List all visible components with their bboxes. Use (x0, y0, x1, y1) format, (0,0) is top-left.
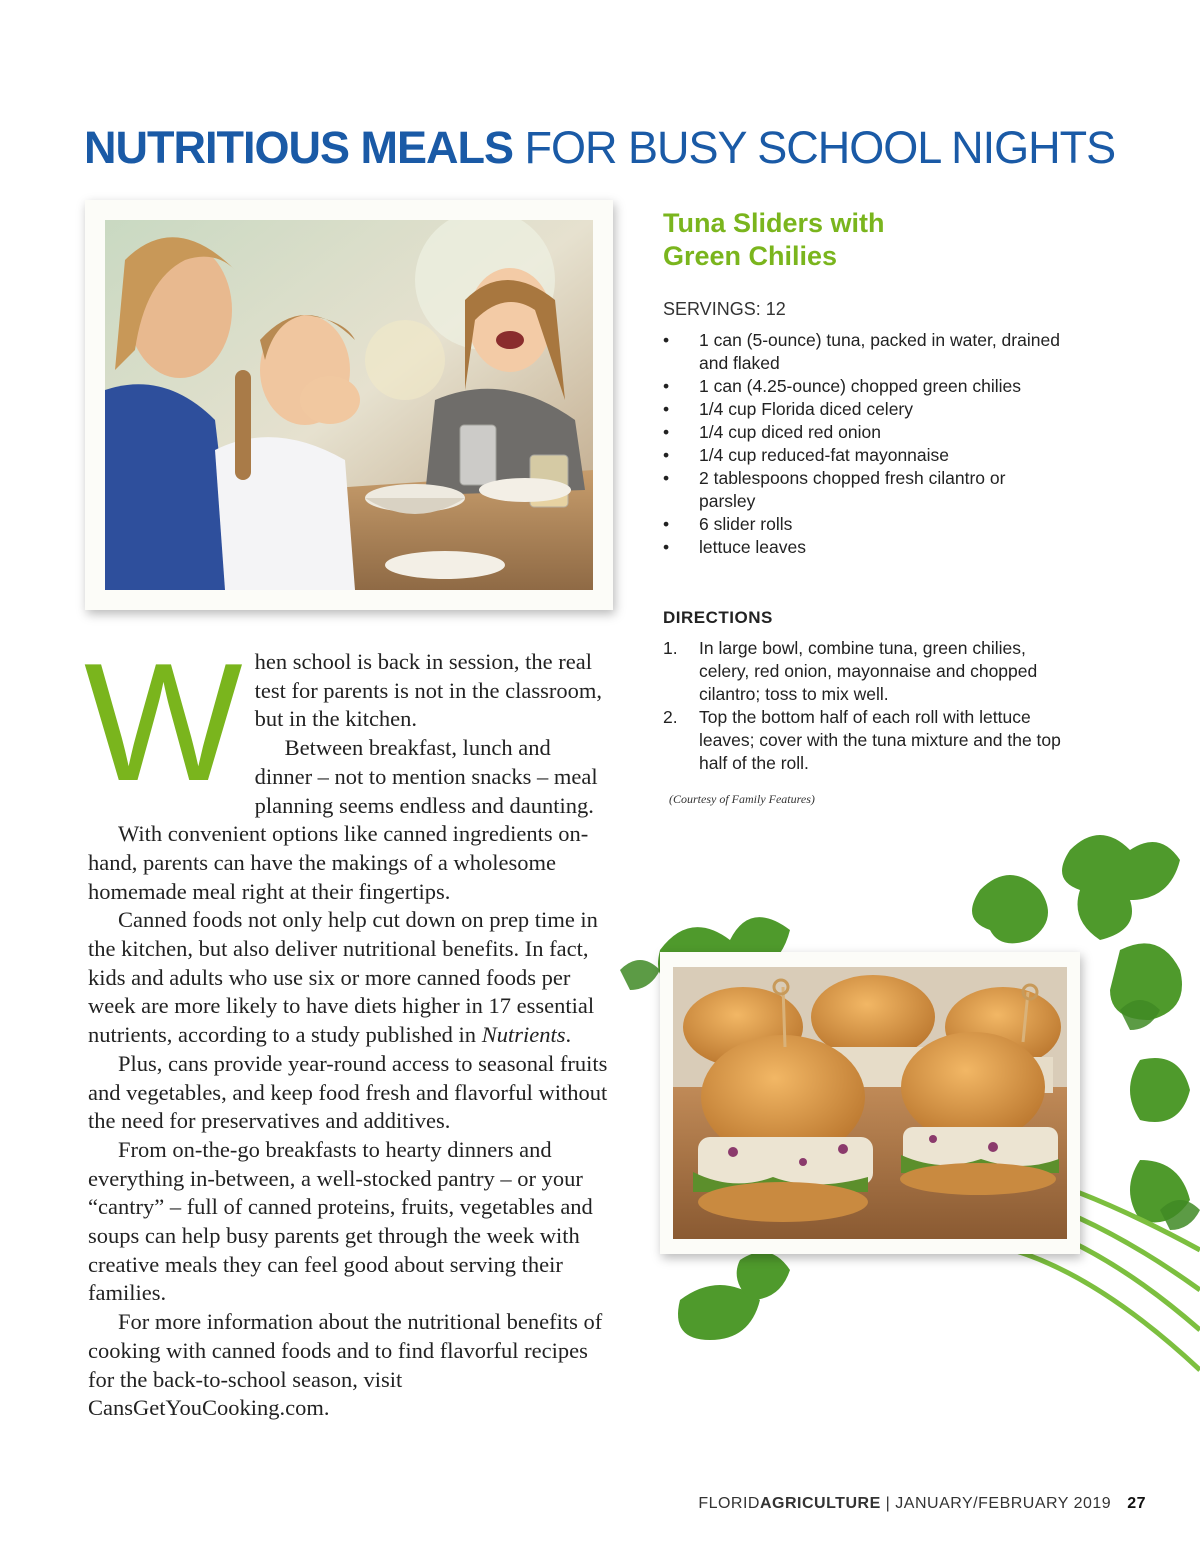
headline-light: FOR BUSY SCHOOL NIGHTS (513, 122, 1116, 173)
page-number: 27 (1127, 1495, 1146, 1512)
direction-step-text: Top the bottom half of each roll with lettuce leaves; cover with the tuna mixture and the top half of the roll. (699, 707, 1061, 773)
ingredient-item: • 1/4 cup reduced-fat mayonnaise (663, 444, 1063, 467)
ingredient-item: • lettuce leaves (663, 536, 1063, 559)
journal-name: Nutrients (481, 1022, 566, 1048)
article-body (84, 628, 610, 1423)
recipe-title-line2: Green Chilies (663, 241, 838, 271)
ingredient-item: • 1 can (5-ounce) tuna, packed in water, drained and flaked (663, 329, 1063, 375)
direction-step-number: 1. (663, 638, 678, 658)
photo-credit: (Courtesy of Family Features) (669, 792, 815, 806)
family-dinner-photo (85, 200, 613, 610)
issue-date: | JANUARY/FEBRUARY 2019 (880, 1495, 1112, 1512)
tuna-sliders-photo (660, 952, 1080, 1254)
ingredient-item: • 2 tablespoons chopped fresh cilantro or parsley (663, 467, 1063, 513)
family-dinner-illustration (105, 220, 593, 590)
direction-step (663, 637, 1063, 706)
magazine-name-bold: AGRICULTURE (759, 1495, 881, 1512)
direction-step-number: 2. (663, 707, 678, 727)
article-paragraph: Between breakfast, lunch and dinner – not to mention snacks – meal planning seems endless and daunting. (254, 735, 598, 818)
drop-cap: W (84, 628, 243, 816)
ingredient-item: • 1/4 cup diced red onion (663, 421, 1063, 444)
article-text: Canned foods not only help cut down on prep time in the kitchen, but also deliver nutritional benefits. In fact, kids and adults who use six or more canned foods per week are more likely to have diets higher in 17 essential nutrients, according to a study published in (88, 907, 598, 1048)
recipe-title-line1: Tuna Sliders with (663, 208, 885, 238)
direction-step (663, 706, 1063, 775)
article-paragraph: For more information about the nutritional benefits of cooking with canned foods and to find flavorful recipes for the back-to-school season, visit CansGetYouCooking.com. (88, 1309, 603, 1421)
recipe-servings: SERVINGS: 12 (663, 299, 786, 319)
tuna-sliders-illustration (673, 967, 1067, 1239)
headline-bold: NUTRITIOUS MEALS (84, 122, 513, 173)
article-paragraph: With convenient options like canned ingredients on-hand, parents can have the makings of a wholesome homemade meal right at their fingertips. (88, 821, 589, 904)
magazine-name-light: FLORID (698, 1495, 760, 1512)
ingredient-item: • 1/4 cup Florida diced celery (663, 398, 1063, 421)
recipe-title (663, 207, 1083, 273)
ingredient-item: • 1 can (4.25-ounce) chopped green chilies (663, 375, 1063, 398)
directions-heading: DIRECTIONS (663, 608, 773, 627)
page-headline (84, 122, 1144, 174)
article-paragraph: hen school is back in session, the real test for parents is not in the classroom, but in the kitchen. (254, 649, 603, 732)
article-paragraph (88, 906, 610, 1050)
article-paragraph: From on-the-go breakfasts to hearty dinners and everything in-between, a well-stocked pantry – or your “cantry” – full of canned proteins, fruits, vegetables and soups can help busy parents get through the week with creative meals they can feel good about serving their families. (88, 1136, 593, 1306)
ingredient-item: • 6 slider rolls (663, 513, 1063, 536)
page-footer (698, 1495, 1146, 1513)
directions-list (663, 637, 1063, 775)
article-paragraph: Plus, cans provide year-round access to seasonal fruits and vegetables, and keep food fresh and flavorful without the need for preservatives and additives. (88, 1050, 608, 1134)
article-text: . (565, 1022, 572, 1048)
direction-step-text: In large bowl, combine tuna, green chilies, celery, red onion, mayonnaise and chopped cilantro; toss to mix well. (699, 638, 1038, 704)
ingredient-list (663, 329, 1063, 559)
